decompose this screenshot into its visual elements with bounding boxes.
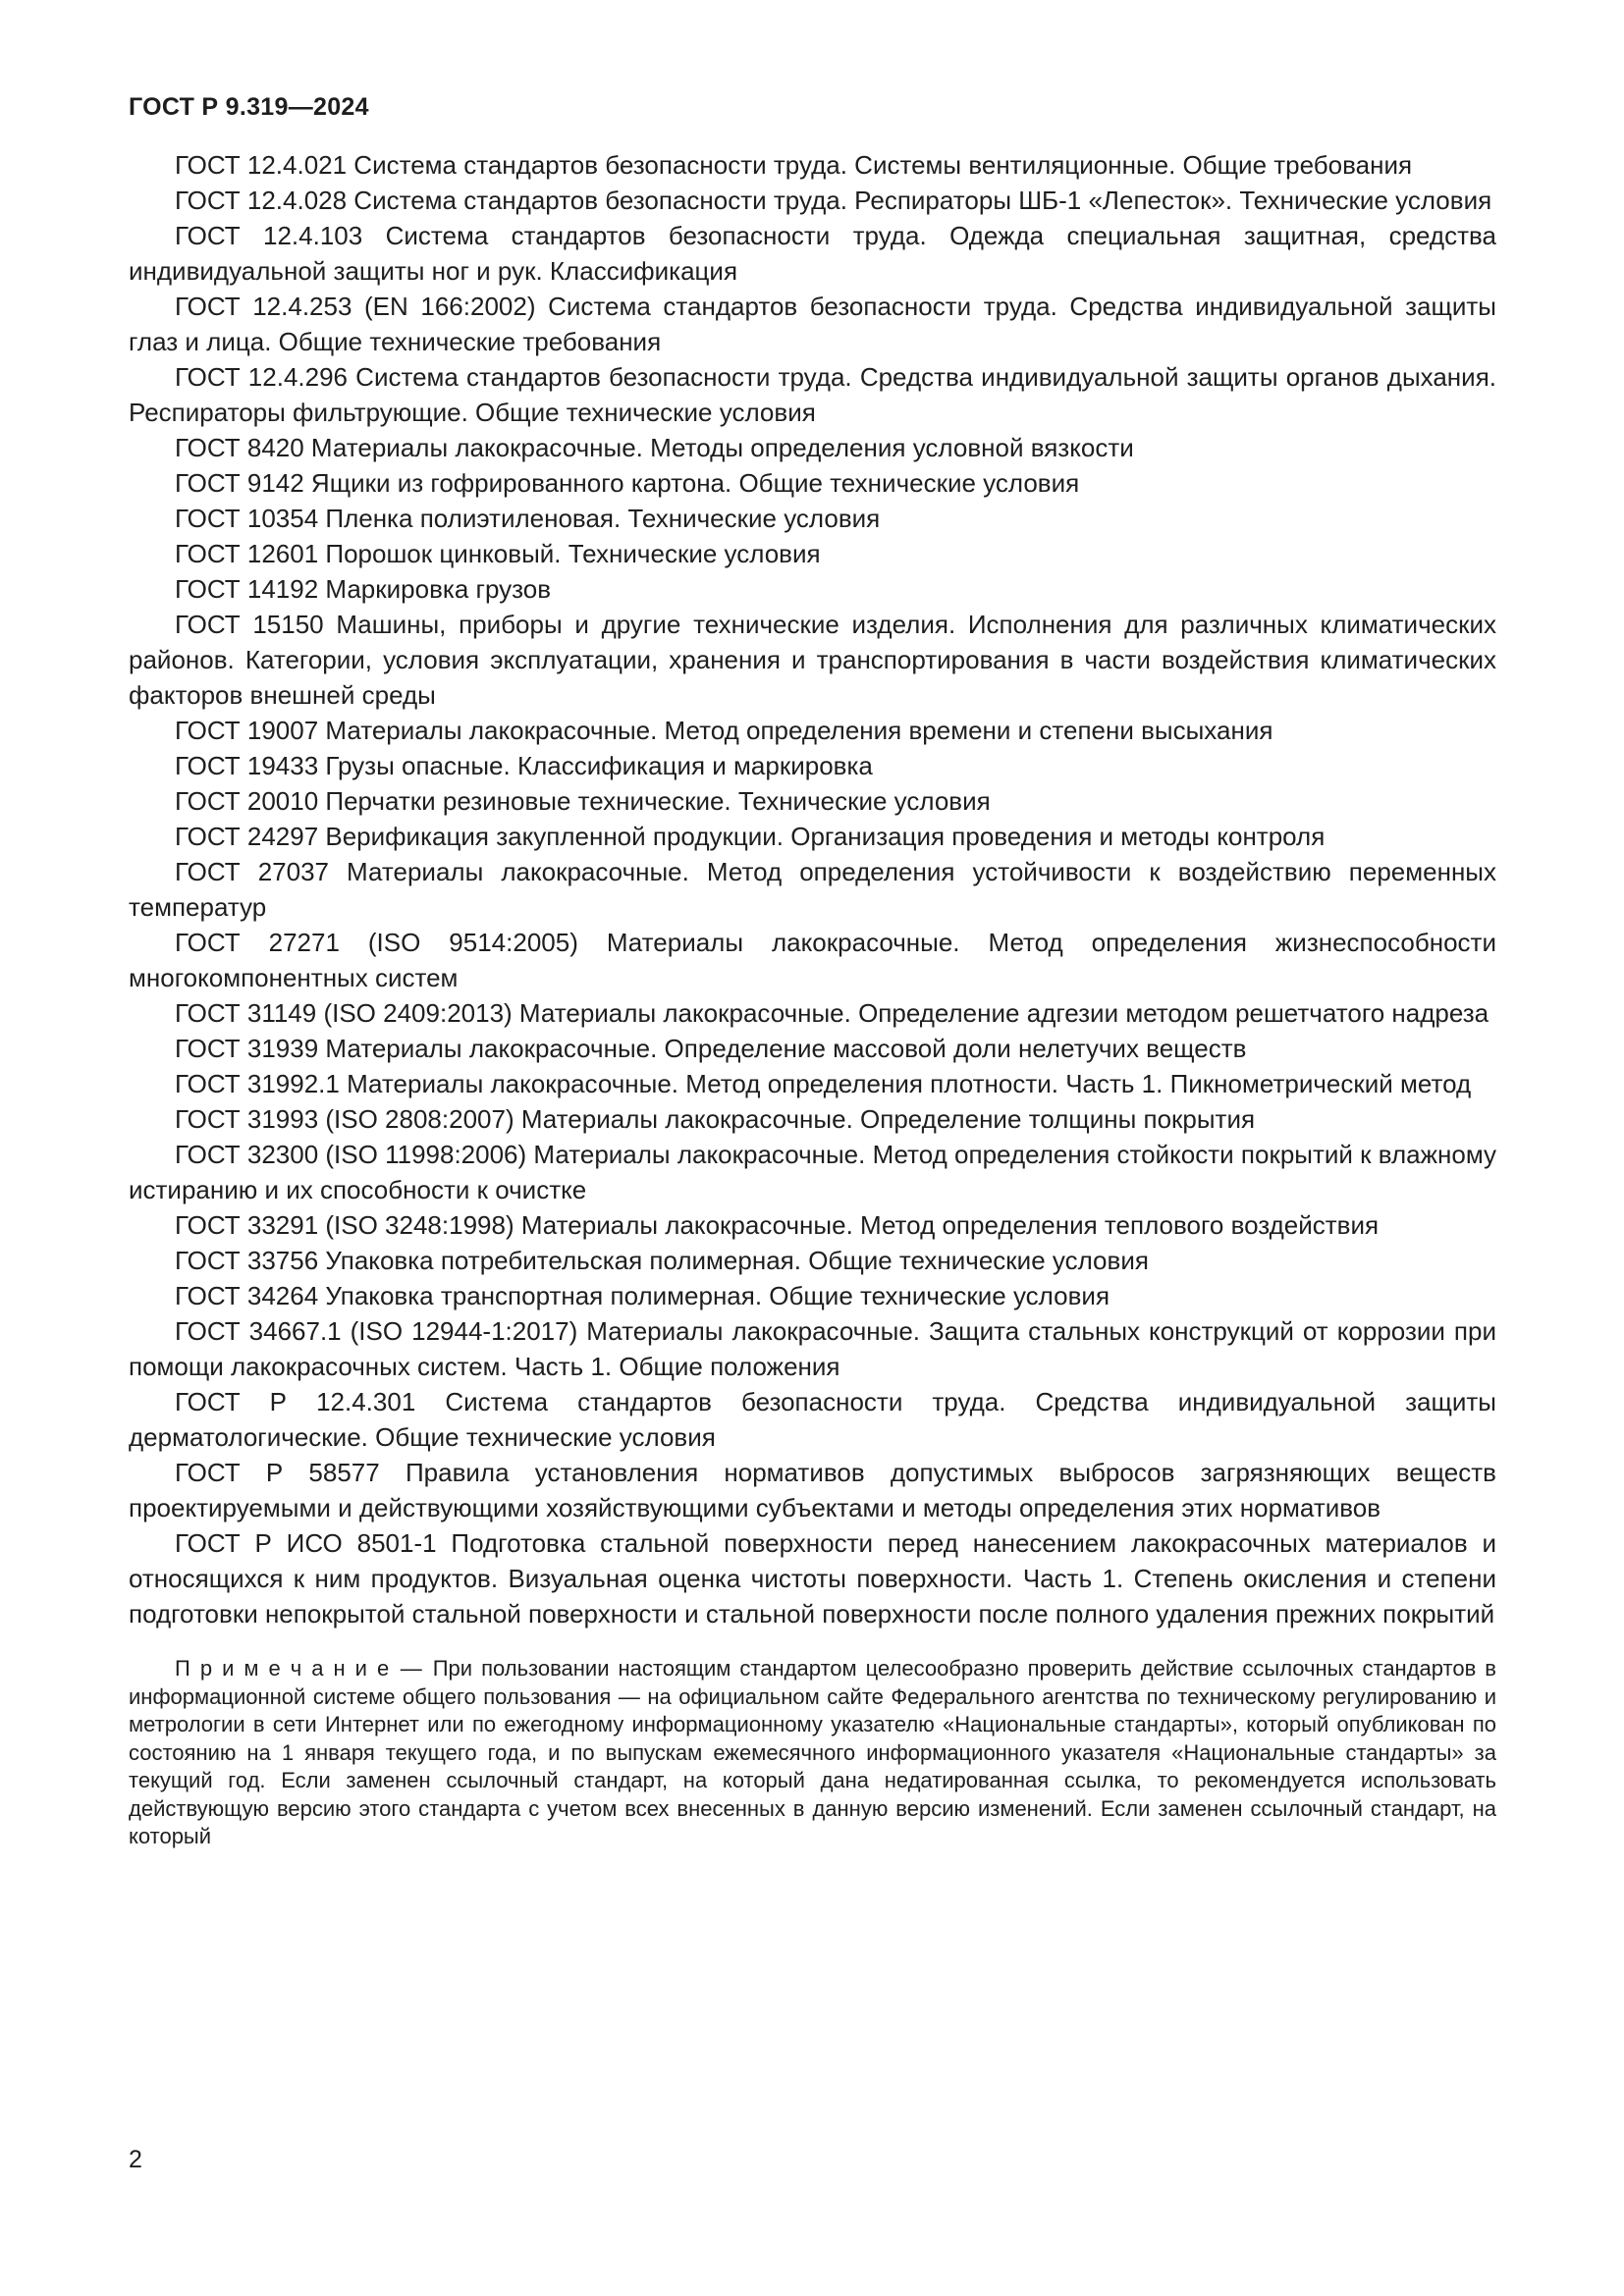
reference-item: ГОСТ 34667.1 (ISO 12944-1:2017) Материалы лакокрасочные. Защита стальных конструкций от коррозии при помощи лакокрасочных систем. Часть 1. Общие положения bbox=[129, 1316, 1496, 1381]
reference-item: ГОСТ 12601 Порошок цинковый. Технические условия bbox=[175, 539, 821, 568]
reference-item: ГОСТ 12.4.296 Система стандартов безопасности труда. Средства индивидуальной защиты органов дыхания. Респираторы фильтрующие. Общие технические условия bbox=[129, 362, 1496, 427]
reference-item: ГОСТ 12.4.253 (EN 166:2002) Система стандартов безопасности труда. Средства индивидуальной защиты глаз и лица. Общие технические требования bbox=[129, 292, 1496, 356]
reference-item: ГОСТ 10354 Пленка полиэтиленовая. Технические условия bbox=[175, 504, 881, 533]
reference-item: ГОСТ 9142 Ящики из гофрированного картона. Общие технические условия bbox=[175, 468, 1080, 498]
reference-item: ГОСТ 32300 (ISO 11998:2006) Материалы лакокрасочные. Метод определения стойкости покрытий к влажному истиранию и их способности к очистке bbox=[129, 1140, 1496, 1204]
reference-item: ГОСТ 12.4.021 Система стандартов безопасности труда. Системы вентиляционные. Общие требования bbox=[175, 150, 1413, 180]
reference-item: ГОСТ 19433 Грузы опасные. Классификация и маркировка bbox=[175, 751, 873, 780]
note-text: При пользовании настоящим стандартом целесообразно проверить действие ссылочных стандартов в информационной системе общего пользования — на официальном сайте Федерального агентства по техническому регулированию и метрологии в сети Интернет или по ежегодному информационному указателю «Национальные стандарты», который опубликован по состоянию на 1 января текущего года, и по выпускам ежемесячного информационного указателя «Национальные стандарты» за текущий год. Если заменен ссылочный стандарт, на который дана недатированная ссылка, то рекомендуется использовать действующую версию этого стандарта с учетом всех внесенных в данную версию изменений. Если заменен ссылочный стандарт, на который bbox=[129, 1656, 1496, 1848]
note-separator: — bbox=[391, 1656, 431, 1681]
reference-item: ГОСТ 31993 (ISO 2808:2007) Материалы лакокрасочные. Определение толщины покрытия bbox=[175, 1104, 1256, 1134]
reference-item: ГОСТ Р 12.4.301 Система стандартов безопасности труда. Средства индивидуальной защиты дерматологические. Общие технические условия bbox=[129, 1387, 1496, 1452]
reference-item: ГОСТ 20010 Перчатки резиновые технические. Технические условия bbox=[175, 786, 991, 816]
reference-item: ГОСТ 31992.1 Материалы лакокрасочные. Метод определения плотности. Часть 1. Пикнометрический метод bbox=[175, 1069, 1472, 1098]
reference-item: ГОСТ 34264 Упаковка транспортная полимерная. Общие технические условия bbox=[175, 1281, 1110, 1310]
references-section bbox=[129, 147, 1496, 1851]
reference-item: ГОСТ 14192 Маркировка грузов bbox=[175, 574, 552, 604]
document-code-header: ГОСТ Р 9.319—2024 bbox=[129, 93, 369, 121]
reference-item: ГОСТ 12.4.103 Система стандартов безопасности труда. Одежда специальная защитная, средства индивидуальной защиты ног и рук. Классификация bbox=[129, 221, 1496, 286]
reference-item: ГОСТ 33291 (ISO 3248:1998) Материалы лакокрасочные. Метод определения теплового воздействия bbox=[175, 1210, 1380, 1240]
reference-item: ГОСТ 8420 Материалы лакокрасочные. Методы определения условной вязкости bbox=[175, 433, 1134, 462]
reference-item: ГОСТ 24297 Верификация закупленной продукции. Организация проведения и методы контроля bbox=[175, 822, 1326, 851]
reference-item: ГОСТ 33756 Упаковка потребительская полимерная. Общие технические условия bbox=[175, 1246, 1149, 1275]
reference-item: ГОСТ 12.4.028 Система стандартов безопасности труда. Респираторы ШБ-1 «Лепесток». Технические условия bbox=[175, 186, 1492, 215]
reference-item: ГОСТ Р ИСО 8501-1 Подготовка стальной поверхности перед нанесением лакокрасочных материалов и относящихся к ним продуктов. Визуальная оценка чистоты поверхности. Часть 1. Степень окисления и степени подготовки непокрытой стальной поверхности и стальной поверхности после полного удаления прежних покрытий bbox=[129, 1528, 1496, 1629]
reference-item: ГОСТ 31149 (ISO 2409:2013) Материалы лакокрасочные. Определение адгезии методом решетчатого надреза bbox=[175, 998, 1489, 1028]
reference-item: ГОСТ 15150 Машины, приборы и другие технические изделия. Исполнения для различных климатических районов. Категории, условия эксплуатации, хранения и транспортирования в части воздействия климатических факторов внешней среды bbox=[129, 610, 1496, 710]
note-paragraph bbox=[129, 1655, 1496, 1851]
reference-item: ГОСТ 27037 Материалы лакокрасочные. Метод определения устойчивости к воздействию переменных температур bbox=[129, 857, 1496, 922]
note-label: П р и м е ч а н и е bbox=[175, 1656, 390, 1681]
reference-item: ГОСТ 31939 Материалы лакокрасочные. Определение массовой доли нелетучих веществ bbox=[175, 1034, 1247, 1063]
reference-item: ГОСТ 19007 Материалы лакокрасочные. Метод определения времени и степени высыхания bbox=[175, 716, 1273, 745]
reference-item: ГОСТ 27271 (ISO 9514:2005) Материалы лакокрасочные. Метод определения жизнеспособности многокомпонентных систем bbox=[129, 928, 1496, 992]
page-number: 2 bbox=[129, 2146, 142, 2173]
reference-item: ГОСТ Р 58577 Правила установления нормативов допустимых выбросов загрязняющих веществ проектируемыми и действующими хозяйствующими субъектами и методы определения этих нормативов bbox=[129, 1458, 1496, 1522]
